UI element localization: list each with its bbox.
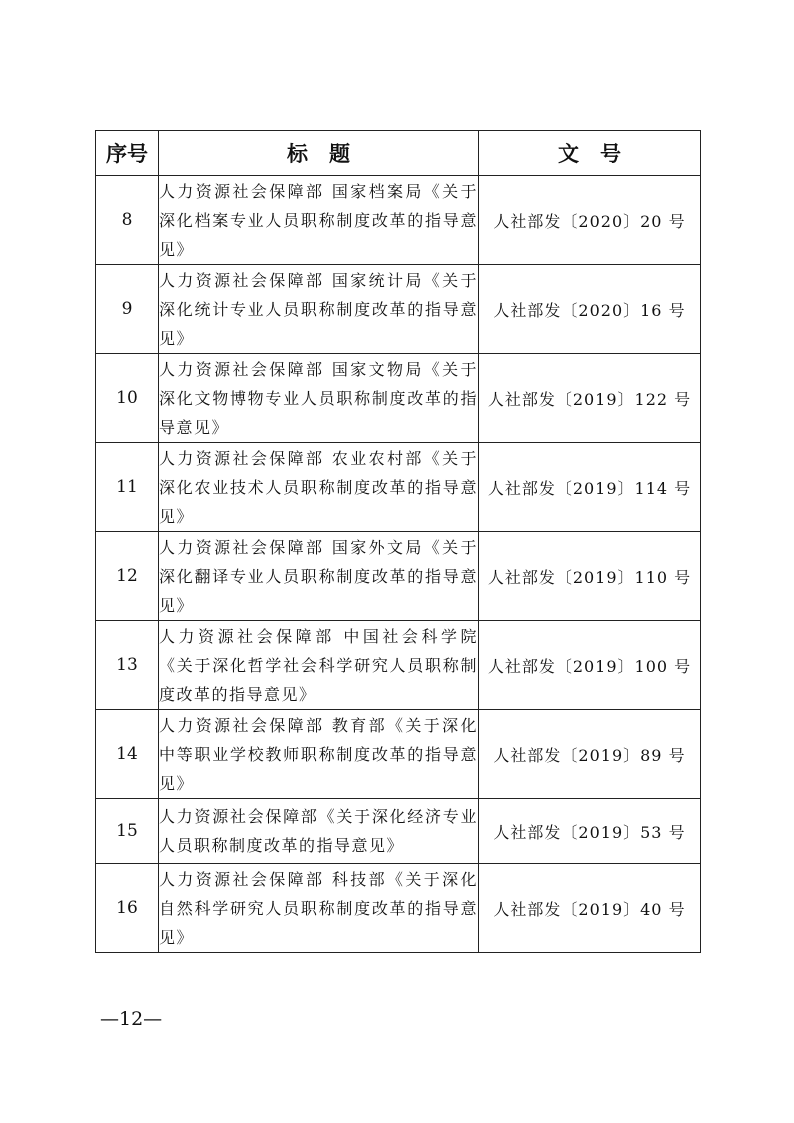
table-row bbox=[96, 354, 701, 443]
row-doc-no: 人社部发〔2019〕122 号 bbox=[479, 354, 701, 443]
row-doc-no: 人社部发〔2019〕114 号 bbox=[479, 443, 701, 532]
row-number: 15 bbox=[96, 799, 159, 864]
row-title: 人力资源社会保障部 教育部《关于深化中等职业学校教师职称制度改革的指导意见》 bbox=[159, 710, 479, 799]
row-title: 人力资源社会保障部 国家统计局《关于深化统计专业人员职称制度改革的指导意见》 bbox=[159, 265, 479, 354]
row-number: 8 bbox=[96, 176, 159, 265]
row-number: 9 bbox=[96, 265, 159, 354]
row-title: 人力资源社会保障部 科技部《关于深化自然科学研究人员职称制度改革的指导意见》 bbox=[159, 864, 479, 953]
table-row bbox=[96, 621, 701, 710]
document-table bbox=[95, 130, 701, 953]
row-title: 人力资源社会保障部 国家档案局《关于深化档案专业人员职称制度改革的指导意见》 bbox=[159, 176, 479, 265]
table-row bbox=[96, 443, 701, 532]
row-number: 13 bbox=[96, 621, 159, 710]
row-doc-no: 人社部发〔2019〕89 号 bbox=[479, 710, 701, 799]
row-title: 人力资源社会保障部 国家外文局《关于深化翻译专业人员职称制度改革的指导意见》 bbox=[159, 532, 479, 621]
row-title: 人力资源社会保障部《关于深化经济专业人员职称制度改革的指导意见》 bbox=[159, 799, 479, 864]
row-doc-no: 人社部发〔2019〕110 号 bbox=[479, 532, 701, 621]
header-doc-no: 文 号 bbox=[479, 131, 701, 176]
row-number: 10 bbox=[96, 354, 159, 443]
row-number: 12 bbox=[96, 532, 159, 621]
row-number: 14 bbox=[96, 710, 159, 799]
table-row bbox=[96, 176, 701, 265]
row-doc-no: 人社部发〔2020〕16 号 bbox=[479, 265, 701, 354]
table-row bbox=[96, 799, 701, 864]
table-row bbox=[96, 710, 701, 799]
row-doc-no: 人社部发〔2019〕100 号 bbox=[479, 621, 701, 710]
table-row bbox=[96, 532, 701, 621]
header-title: 标 题 bbox=[159, 131, 479, 176]
header-number: 序号 bbox=[96, 131, 159, 176]
row-title: 人力资源社会保障部 中国社会科学院《关于深化哲学社会科学研究人员职称制度改革的指导意见》 bbox=[159, 621, 479, 710]
row-title: 人力资源社会保障部 国家文物局《关于深化文物博物专业人员职称制度改革的指导意见》 bbox=[159, 354, 479, 443]
table-header-row bbox=[96, 131, 701, 176]
table-row bbox=[96, 265, 701, 354]
row-number: 11 bbox=[96, 443, 159, 532]
row-number: 16 bbox=[96, 864, 159, 953]
table-row bbox=[96, 864, 701, 953]
row-doc-no: 人社部发〔2020〕20 号 bbox=[479, 176, 701, 265]
row-title: 人力资源社会保障部 农业农村部《关于深化农业技术人员职称制度改革的指导意见》 bbox=[159, 443, 479, 532]
row-doc-no: 人社部发〔2019〕53 号 bbox=[479, 799, 701, 864]
page-number: —12— bbox=[100, 1008, 163, 1030]
row-doc-no: 人社部发〔2019〕40 号 bbox=[479, 864, 701, 953]
